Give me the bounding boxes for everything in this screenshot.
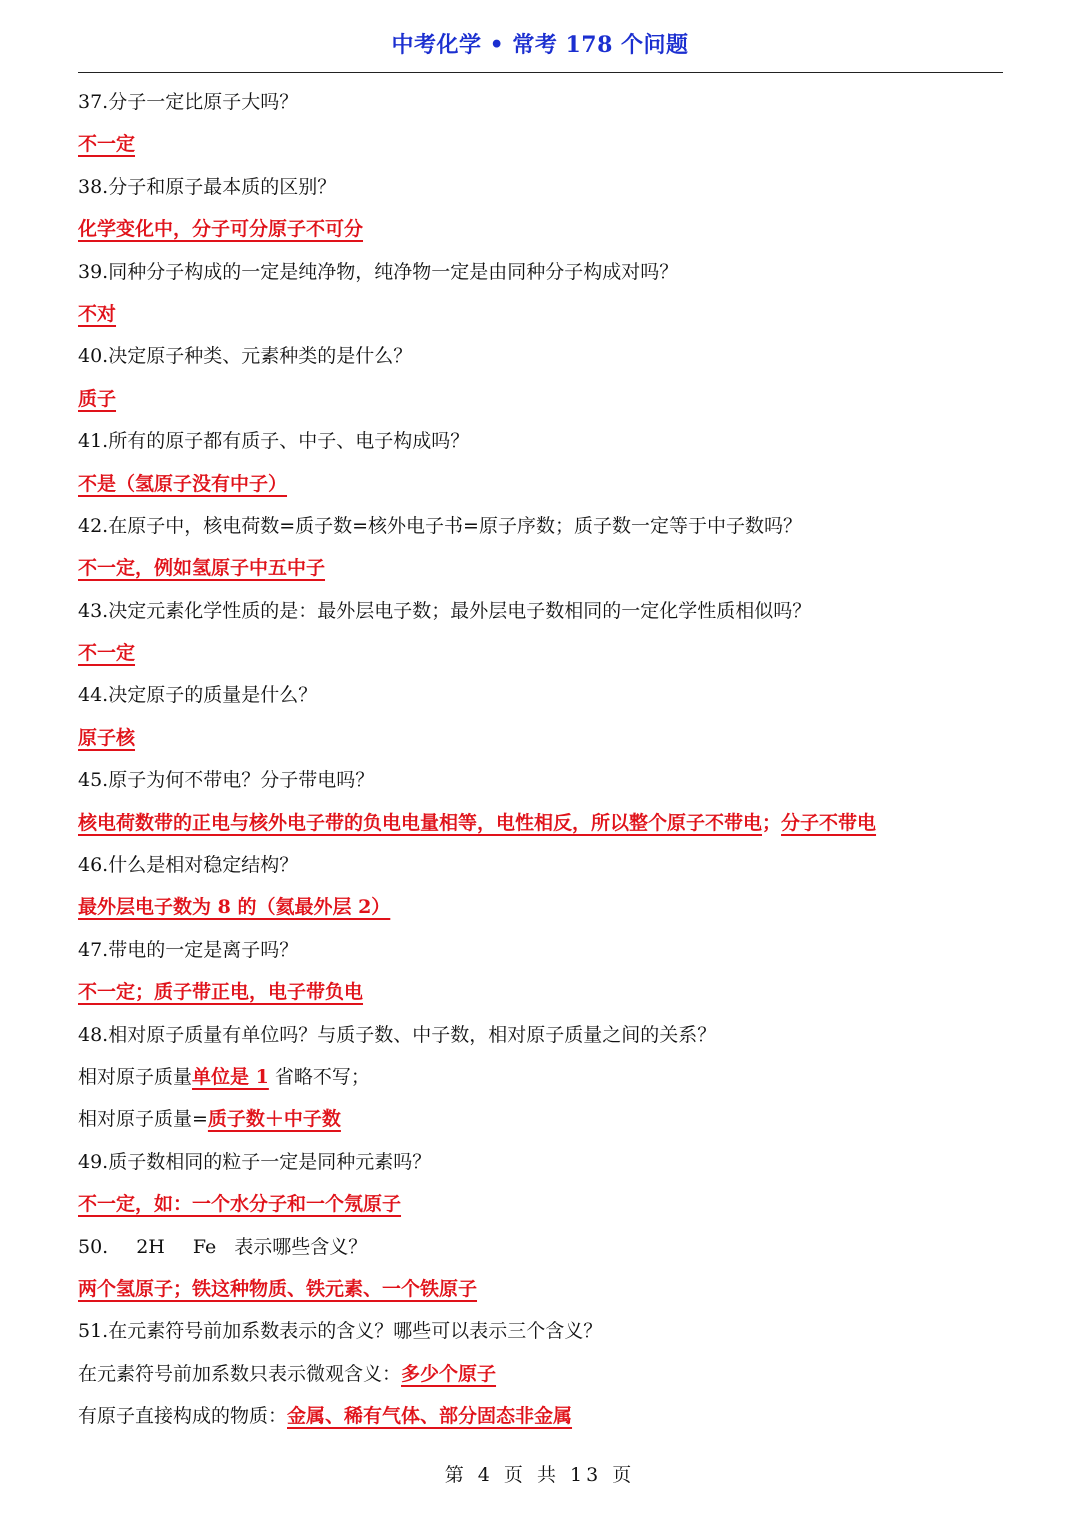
- answer-48-unit: 单位是 1: [192, 1065, 269, 1088]
- question-43: 43.决定元素化学性质的是：最外层电子数；最外层电子数相同的一定化学性质相似吗？: [78, 599, 812, 622]
- answer-48-line1-prefix: 相对原子质量: [78, 1065, 193, 1088]
- answer-45-line: [78, 802, 1008, 844]
- answer-37: 不一定: [78, 133, 136, 156]
- question-50-symbol-2h: 2H: [136, 1235, 165, 1258]
- question-39: 39.同种分子构成的一定是纯净物，纯净物一定是由同种分子构成对吗？: [78, 260, 679, 283]
- page-footer: 第 4 页 共 13 页: [444, 1464, 636, 1486]
- question-48: 48.相对原子质量有单位吗？与质子数、中子数，相对原子质量之间的关系？: [78, 1023, 717, 1046]
- answer-48-line2: [78, 1098, 1008, 1140]
- question-46: 46.什么是相对稳定结构？: [78, 854, 299, 877]
- question-50: [78, 1226, 1008, 1268]
- answer-48-formula: 质子数＋中子数: [207, 1108, 341, 1131]
- question-44: 44.决定原子的质量是什么？: [78, 684, 318, 707]
- question-42: 42.在原子中，核电荷数=质子数=核外电子书=原子序数；质子数一定等于中子数吗？: [78, 514, 802, 537]
- question-45: 45.原子为何不带电？分子带电吗？: [78, 769, 375, 792]
- answer-48-line2-prefix: 相对原子质量=: [78, 1108, 208, 1131]
- question-37: 37.分子一定比原子大吗？: [78, 91, 299, 113]
- qa-content: [78, 81, 1008, 1438]
- answer-44: 原子核: [78, 726, 136, 749]
- page-header-title: 中考化学 • 常考 178 个问题: [391, 32, 689, 58]
- header-divider: [78, 72, 1003, 73]
- answer-51-line1: [78, 1353, 1008, 1395]
- answer-51-line2-prefix: 有原子直接构成的物质：: [78, 1405, 288, 1428]
- question-49: 49.质子数相同的粒子一定是同种元素吗？: [78, 1150, 432, 1173]
- answer-49: 不一定，如：一个水分子和一个氖原子: [78, 1193, 402, 1216]
- question-50-symbol-fe: Fe: [192, 1235, 217, 1258]
- answer-46: 最外层电子数为 8 的（氦最外层 2）: [78, 896, 391, 919]
- answer-51-micro: 多少个原子: [401, 1362, 497, 1385]
- answer-45-separator: ；: [762, 811, 782, 834]
- answer-48-line1: [78, 1056, 1008, 1098]
- question-40: 40.决定原子种类、元素种类的是什么？: [78, 345, 413, 368]
- question-41: 41.所有的原子都有质子、中子、电子构成吗？: [78, 430, 470, 453]
- question-51: 51.在元素符号前加系数表示的含义？哪些可以表示三个含义？: [78, 1320, 603, 1343]
- question-38: 38.分子和原子最本质的区别？: [78, 175, 337, 198]
- answer-45-part2: 分子不带电: [781, 811, 877, 834]
- question-50-text: 表示哪些含义？: [234, 1235, 368, 1258]
- answer-40: 质子: [78, 387, 117, 410]
- answer-38: 化学变化中，分子可分原子不可分: [78, 218, 364, 241]
- answer-41: 不是（氢原子没有中子）: [78, 472, 288, 495]
- answer-50: 两个氢原子；铁这种物质、铁元素、一个铁原子: [78, 1277, 478, 1300]
- answer-48-line1-suffix: 省略不写；: [268, 1065, 370, 1088]
- question-50-number: 50.: [78, 1235, 109, 1258]
- question-47: 47.带电的一定是离子吗？: [78, 938, 299, 961]
- answer-47: 不一定；质子带正电，电子带负电: [78, 981, 364, 1004]
- answer-39: 不对: [78, 302, 117, 325]
- answer-51-substances: 金属、稀有气体、部分固态非金属: [287, 1405, 573, 1428]
- answer-51-line1-prefix: 在元素符号前加系数只表示微观含义：: [78, 1362, 402, 1385]
- answer-43: 不一定: [78, 642, 136, 665]
- answer-42: 不一定，例如氢原子中五中子: [78, 557, 326, 580]
- answer-45-part1: 核电荷数带的正电与核外电子带的负电电量相等，电性相反，所以整个原子不带电: [78, 811, 763, 834]
- answer-51-line2: [78, 1395, 1008, 1437]
